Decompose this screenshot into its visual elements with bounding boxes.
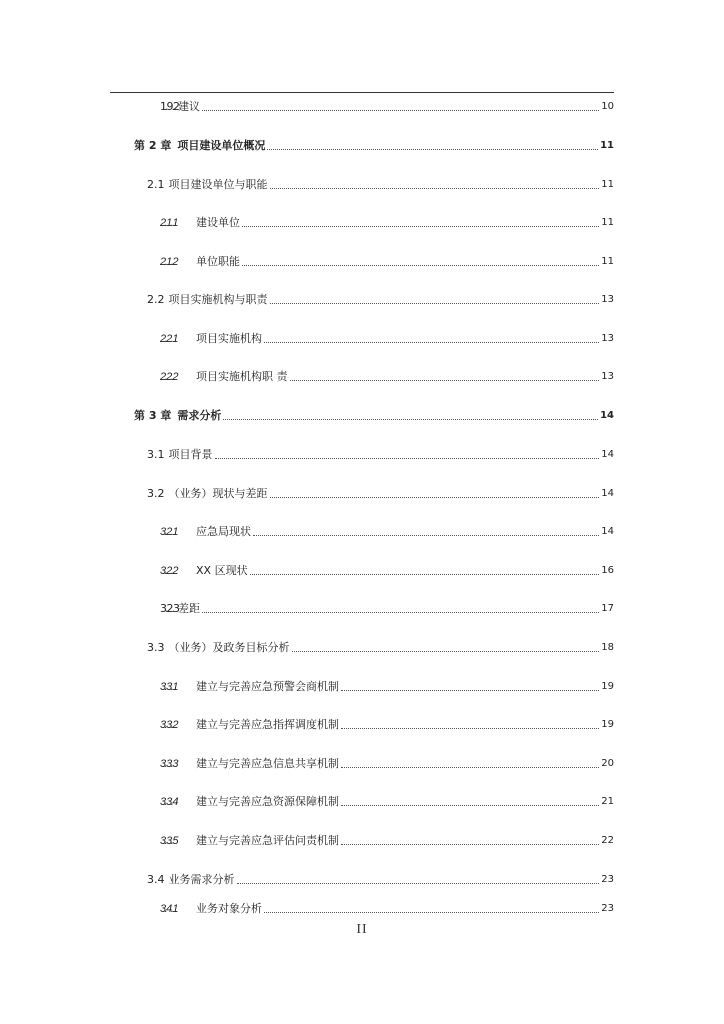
toc-entry-number: 3.2.3: [160, 602, 178, 615]
toc-dot-leader: [264, 341, 599, 343]
toc-entry-number: 3.3.4: [160, 796, 177, 808]
toc-dot-leader: [242, 225, 599, 227]
toc-dot-leader: [270, 302, 600, 304]
toc-entry-number: 第 3 章: [134, 409, 172, 422]
toc-entry-page: 14: [600, 410, 614, 421]
toc-entry-page: 18: [601, 642, 614, 653]
toc-dot-leader: [267, 148, 598, 150]
toc-entry-page: 23: [601, 874, 614, 885]
toc-entry-title: 建立与完善应急资源保障机制: [196, 795, 339, 808]
toc-entry-page: 11: [600, 140, 614, 151]
toc-entry-number: 3.3.1: [160, 681, 177, 693]
toc-entry-title: 差距: [178, 602, 200, 615]
toc-entry-title: 项目实施机构与职责: [168, 293, 268, 306]
toc-entry[interactable]: [160, 676, 614, 694]
toc-entry[interactable]: [134, 135, 614, 153]
toc-dot-leader: [270, 187, 600, 189]
toc-entry[interactable]: [134, 405, 614, 423]
toc-entry-page: 19: [601, 681, 614, 692]
toc-entry-number: 3.4.1: [160, 903, 177, 915]
toc-entry-number: 2.2: [147, 293, 165, 306]
toc-entry-number: 3.3: [147, 641, 165, 654]
toc-dot-leader: [250, 573, 600, 575]
toc-entry[interactable]: [160, 251, 614, 269]
toc-entry[interactable]: [160, 212, 614, 230]
toc-entry-title: 建议: [178, 100, 200, 113]
toc-dot-leader: [253, 534, 599, 536]
toc-entry-title: 建立与完善应急预警会商机制: [196, 680, 339, 693]
toc-dot-leader: [270, 496, 600, 498]
toc-entry-number: 2.2.1: [160, 333, 177, 345]
toc-entry[interactable]: [160, 521, 614, 539]
toc-entry-title: 项目背景: [168, 448, 213, 461]
toc-dot-leader: [341, 766, 599, 768]
toc-entry-title: 建设单位: [196, 216, 240, 229]
toc-entry[interactable]: [160, 791, 614, 809]
toc-dot-leader: [290, 379, 600, 381]
toc-entry-page: 16: [601, 565, 614, 576]
toc-entry-page: 20: [601, 758, 614, 769]
toc-entry-number: 3.3.2: [160, 719, 177, 731]
toc-entry-page: 22: [601, 835, 614, 846]
toc-entry-title: （业务）现状与差距: [168, 487, 268, 500]
toc-entry-title: XX 区现状: [196, 564, 248, 577]
toc-dot-leader: [292, 650, 600, 652]
toc-entry-number: 2.1.1: [160, 217, 177, 229]
toc-entry-page: 14: [601, 449, 614, 460]
toc-entry-number: 3.2: [147, 487, 165, 500]
toc-entry-number: 2.2.2: [160, 371, 177, 383]
toc-entry[interactable]: [160, 598, 614, 616]
toc-entry-number: 3.2.2: [160, 565, 177, 577]
toc-entry-page: 14: [601, 488, 614, 499]
toc-entry[interactable]: [160, 830, 614, 848]
toc-entry-title: 单位职能: [196, 255, 240, 268]
toc-entry[interactable]: [147, 637, 614, 655]
toc-entry[interactable]: [147, 869, 614, 887]
toc-entry[interactable]: [160, 898, 614, 916]
toc-dot-leader: [341, 689, 599, 691]
toc-entry-page: 21: [601, 796, 614, 807]
toc-entry-page: 14: [601, 526, 614, 537]
toc-entry-title: 业务需求分析: [168, 873, 235, 886]
toc-entry-number: 3.3.3: [160, 758, 177, 770]
toc-dot-leader: [202, 611, 599, 613]
toc-dot-leader: [341, 843, 599, 845]
toc-entry-title: 建立与完善应急评估问责机制: [196, 834, 339, 847]
header-rule: [110, 92, 614, 93]
toc-entry-number: 2.1.2: [160, 256, 177, 268]
toc-entry-number: 3.4: [147, 873, 165, 886]
toc-entry[interactable]: [160, 714, 614, 732]
toc-dot-leader: [202, 109, 599, 111]
toc-entry[interactable]: [160, 96, 614, 114]
toc-entry[interactable]: [160, 560, 614, 578]
toc-entry-page: 13: [601, 371, 614, 382]
toc-entry-page: 11: [601, 256, 614, 267]
toc-entry[interactable]: [160, 753, 614, 771]
toc-entry-page: 13: [601, 333, 614, 344]
toc-entry[interactable]: [147, 483, 614, 501]
toc-entry-number: 第 2 章: [134, 139, 172, 152]
toc-entry-number: 3.1: [147, 448, 165, 461]
toc-entry-page: 10: [601, 101, 614, 112]
toc-entry-title: 建立与完善应急指挥调度机制: [196, 718, 339, 731]
toc-dot-leader: [237, 882, 600, 884]
toc-entry[interactable]: [160, 366, 614, 384]
toc-entry-number: 3.2.1: [160, 526, 177, 538]
toc-entry-page: 11: [601, 217, 614, 228]
toc-dot-leader: [341, 804, 599, 806]
toc-entry-title: 应急局现状: [196, 525, 251, 538]
toc-entry-title: 项目建设单位与职能: [168, 178, 268, 191]
toc-entry-title: 建立与完善应急信息共享机制: [196, 757, 339, 770]
toc-dot-leader: [242, 264, 599, 266]
toc-entry[interactable]: [147, 444, 614, 462]
toc-entry[interactable]: [147, 174, 614, 192]
toc-entry-number: 1.9.2: [160, 100, 178, 113]
toc-entry-page: 19: [601, 719, 614, 730]
toc-entry-title: 项目实施机构职 责: [196, 370, 288, 383]
toc-dot-leader: [215, 457, 600, 459]
toc-entry-number: 3.3.5: [160, 835, 177, 847]
toc-dot-leader: [341, 727, 599, 729]
toc-dot-leader: [264, 911, 599, 913]
toc-entry[interactable]: [147, 289, 614, 307]
toc-dot-leader: [223, 418, 598, 420]
toc-entry-title: 项目建设单位概况: [177, 139, 266, 152]
page-number: II: [356, 922, 368, 937]
toc-entry-title: 业务对象分析: [196, 902, 262, 915]
toc-entry-title: 需求分析: [177, 409, 222, 422]
toc-entry-title: （业务）及政务目标分析: [168, 641, 290, 654]
toc-entry-page: 17: [601, 603, 614, 614]
toc-entry-title: 项目实施机构: [196, 332, 262, 345]
toc-entry-page: 13: [601, 294, 614, 305]
toc-entry-page: 11: [601, 179, 614, 190]
toc-entry-page: 23: [601, 903, 614, 914]
toc-entry-number: 2.1: [147, 178, 165, 191]
toc-entry[interactable]: [160, 328, 614, 346]
